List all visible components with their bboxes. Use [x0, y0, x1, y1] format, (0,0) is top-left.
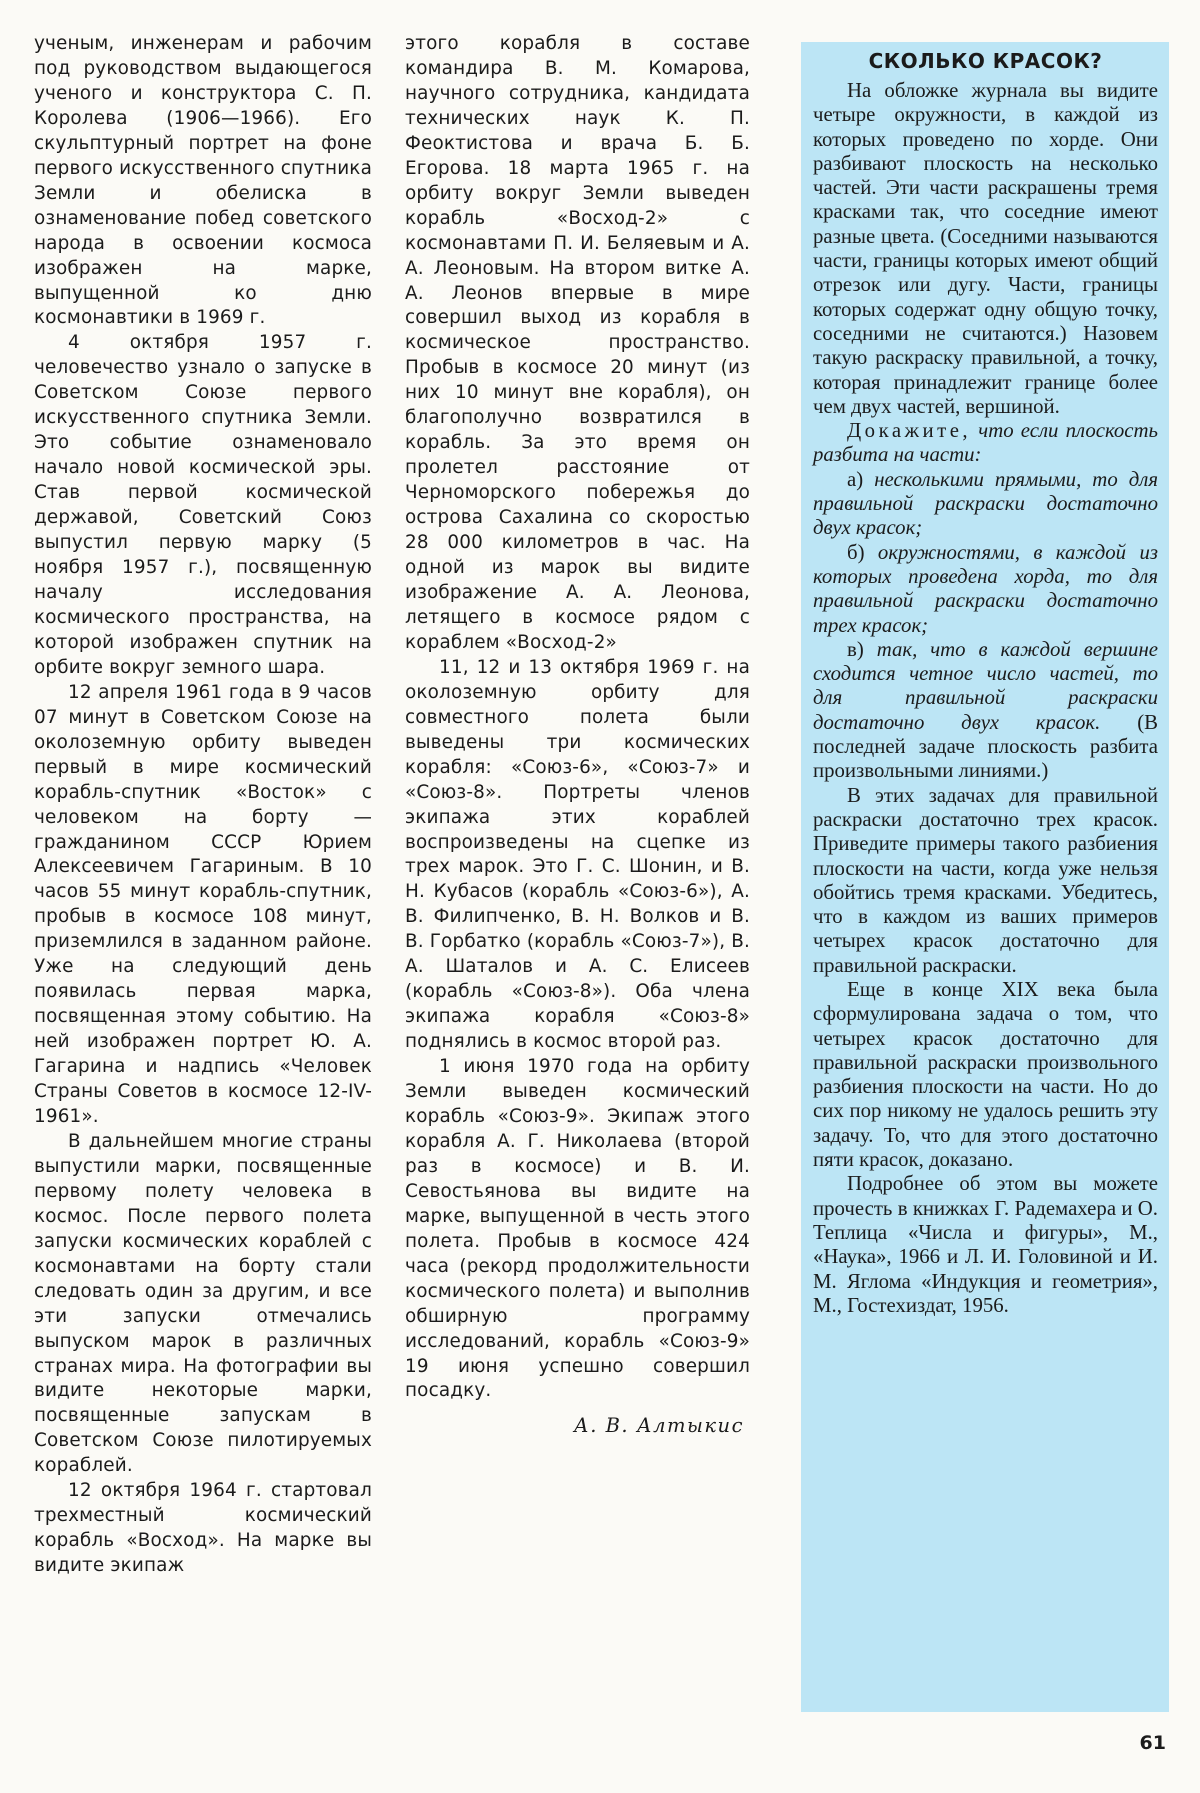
task-a-label: а) [847, 467, 864, 491]
paragraph-voskhod: 12 октября 1964 г. стартовал трехместный космический корабль «Восход». На марке вы видите экипаж [34, 1480, 372, 1577]
paragraph-gagarin: 12 апреля 1961 года в 9 часов 07 минут в Советском Союзе на околоземную орбиту выведен первый в мире космический корабль-спутник «Восток» с человеком на борту — гражданином СССР Юрием Алексеевичем Гагариным. В 10 часов 55 минут корабль-спутник, пробыв в космосе 108 минут, приземлился в заданном районе. Уже на следующий день появилась первая марка, посвященная этому событию. На ней изображен портрет Ю. А. Гагарина и надпись «Человек Страны Советов в космосе 12-IV-1961». [34, 681, 372, 1127]
sidebar-title: СКОЛЬКО КРАСОК? [868, 49, 1103, 73]
task-a [813, 468, 1158, 541]
task-b-label: б) [847, 540, 865, 564]
task-c-note: (В последней задаче плоскость разбита произвольными линиями.) [813, 710, 1158, 783]
task-b [813, 541, 1158, 638]
paragraph-soyuz-6-7-8: 11, 12 и 13 октября 1969 г. на околоземную орбиту для совместного полета были выведены три космических корабля: «Союз-6», «Союз-7» и «Союз-8». Портреты членов экипажа этих кораблей воспроизведены на сцепке из трех марок. Это Г. С. Шонин, и В. Н. Кубасов (корабль «Союз-6»), А. В. Филипченко, В. Н. Волков и В. В. Горбатко (корабль «Союз-7»), В. А. Шаталов и А. С. Елисеев (корабль «Союз-8»). Оба члена экипажа корабля «Союз-8» поднялись в космос второй раз. [405, 656, 750, 1053]
sidebar-task-statement [813, 419, 1158, 468]
sidebar-four-color: Еще в конце XIX века была сформулирована задача о том, что четырех красок достаточно для правильной раскраски произвольного разбиения плоскости на части. Но до сих пор никому не удалось решить эту задачу. То, что для этого достаточно пяти красок, доказано. [813, 977, 1158, 1172]
task-a-text: несколькими прямыми, то для правильной раскраски достаточно двух красок; [813, 467, 1158, 540]
sidebar-examples: В этих задачах для правильной раскраски достаточно трех красок. Приведите примеры такого разбиения плоскости на части, когда уже нельзя обойтись тремя красками. Убедитесь, что в каждом из ваших примеров четырех красок достаточно для правильной раскраски. [813, 783, 1158, 977]
paragraph-soyuz-9: 1 июня 1970 года на орбиту Земли выведен космический корабль «Союз-9». Экипаж этого корабля А. Г. Николаева (второй раз в космосе) и В. И. Севостьянова вы видите на марке, выпущенной в честь этого полета. Пробыв в космосе 424 часа (рекорд продолжительности космического полета) и выполнив обширную программу исследований, корабль «Союз-9» 19 июня успешно совершил посадку. [405, 1056, 750, 1402]
paragraph-sputnik: 4 октября 1957 г. человечество узнало о запуске в Советском Союзе первого искусственного спутника Земли. Это событие ознаменовало начало новой космической эры. Став первой космической державой, Советский Союз выпустил первую марку (5 ноября 1957 г.), посвященную началу исследования космического пространства, на которой изображен спутник на орбите вокруг земного шара. [34, 332, 372, 678]
task-c-label: в) [847, 637, 864, 661]
task-b-text: окружностями, в каждой из которых проведена хорда, то для правильной раскраски достаточно трех красок; [813, 540, 1158, 637]
task-c [813, 638, 1158, 784]
sidebar-references: Подробнее об этом вы можете прочесть в книжках Г. Радемахера и О. Теплица «Числа и фигуры», М., «Наука», 1966 и Л. И. Головиной и И. М. Яглома «Индукция и геометрия», М., Гостехиздат, 1956. [813, 1172, 1158, 1317]
author-signature: А. В. Алтыкис [573, 1414, 744, 1438]
paragraph-voskhod-crew: этого корабля в составе командира В. М. Комарова, научного сотрудника, кандидата технических наук К. П. Феоктистова и врача Б. Б. Егорова. 18 марта 1965 г. на орбиту вокруг Земли выведен корабль «Восход-2» с космонавтами П. И. Беляевым и А. А. Леоновым. На втором витке А. А. Леонов впервые в мире совершил выход из корабля в космическое пространство. Пробыв в космосе 20 минут (из них 10 минут вне корабля), он благополучно возвратился в корабль. За это время он пролетел расстояние от Черноморского побережья до острова Сахалина со скоростью 28 000 километров в час. На одной из марок вы видите изображение А. А. Леонова, летящего в космосе рядом с кораблем «Восход-2» [405, 33, 750, 653]
page-number: 61 [1139, 1732, 1166, 1754]
task-c-text: так, что в каждой вершине сходится четное число частей, то для правильной раскраски достаточно двух красок. [813, 637, 1158, 734]
sidebar-puzzle-box [801, 42, 1169, 1712]
task-condition: что если плоскость разбита на части: [813, 419, 1159, 467]
sidebar-intro: На обложке журнала вы видите четыре окружности, в каждой из которых проведено по хорде. Они разбивают плоскость на несколько частей. Эти части раскрашены тремя красками так, что соседние имеют разные цвета. (Соседними называются части, границы которых имеют общий отрезок или дугу. Части, границы которых содержат одну общую точку, соседними не считаются.) Назовем такую раскраску правильной, а точку, которая принадлежит границе более чем двух частей, вершиной. [813, 79, 1158, 418]
article-column-2 [405, 32, 750, 1437]
article-column-1 [34, 32, 372, 1579]
paragraph-korolev: ученым, инженерам и рабочим под руководством выдающегося ученого и конструктора С. П. Королева (1906—1966). Его скульптурный портрет на фоне первого искусственного спутника Земли и обелиска в ознаменование побед советского народа в освоении космоса изображен на марке, выпущенной ко дню космонавтики в 1969 г. [34, 33, 372, 329]
paragraph-later-launches: В дальнейшем многие страны выпустили марки, посвященные первому полету человека в космос. После первого полета запуски космических кораблей с космонавтами на борту стали следовать один за другим, и все эти запуски отмечались выпуском марок в различных странах мира. На фотографии вы видите некоторые марки, посвященные запускам в Советском Союзе пилотируемых кораблей. [34, 1130, 372, 1477]
prove-word: Докажите, [847, 419, 972, 443]
